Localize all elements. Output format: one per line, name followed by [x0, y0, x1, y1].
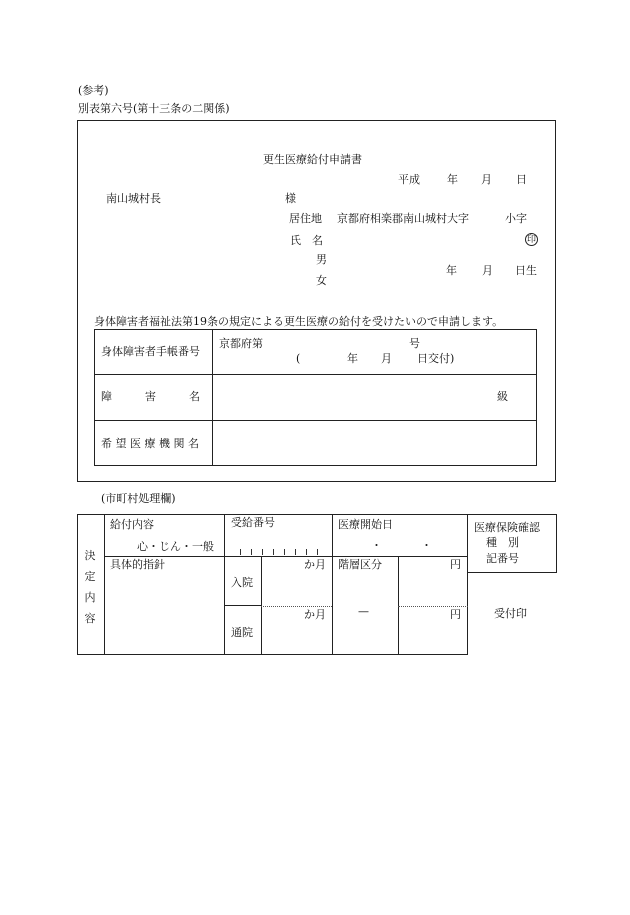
- date-day: 日: [516, 173, 527, 186]
- birth-year: 年: [446, 264, 457, 277]
- handbook-number-label: 身体障害者手帳番号: [101, 345, 200, 358]
- address-value: 京都府相楽郡南山城村大字: [337, 212, 469, 225]
- birth-day: 日生: [515, 264, 537, 277]
- hospital-name-label: 希望医療機関名: [101, 437, 203, 450]
- sex-male: 男: [316, 253, 327, 266]
- benefit-options: 心・じん・一般: [137, 540, 214, 553]
- issue-day: 日交付): [417, 352, 455, 365]
- form-title: 更生医療給付申請書: [263, 153, 362, 166]
- seal-mark: 印: [526, 235, 536, 245]
- tier-label: 階層区分: [338, 558, 382, 571]
- date-month: 月: [481, 173, 492, 186]
- issue-open-paren: (: [296, 352, 301, 365]
- decision-label-3: 内: [84, 591, 96, 604]
- date-year: 年: [447, 173, 458, 186]
- koaza-label: 小字: [505, 212, 527, 225]
- addressee-name: 南山城村長: [106, 192, 161, 205]
- decision-label-2: 定: [84, 570, 96, 583]
- issue-month: 月: [381, 352, 392, 365]
- outpatient-label: 通院: [231, 626, 253, 639]
- address-label: 居住地: [289, 212, 322, 225]
- office-use-label: (市町村処理欄): [101, 492, 176, 505]
- date-era: 平成: [398, 173, 420, 186]
- form-number: 別表第六号(第十三条の二関係): [78, 102, 230, 115]
- inpatient-label: 入院: [231, 576, 253, 589]
- name-label: 氏 名: [290, 234, 323, 247]
- start-date-dot-2: ・: [421, 539, 432, 552]
- application-statement: 身体障害者福祉法第19条の規定による更生医療の給付を受けたいので申請します。: [94, 315, 504, 328]
- addressee-honorific: 様: [285, 192, 296, 205]
- issue-year: 年: [347, 352, 358, 365]
- start-date-label: 医療開始日: [338, 518, 393, 531]
- disability-name-label: 障 害 名: [101, 390, 200, 403]
- reference-note: (参考): [78, 84, 109, 97]
- benefit-content-label: 給付内容: [110, 518, 154, 531]
- decision-label-1: 決: [84, 549, 96, 562]
- insurance-line2: 種 別: [486, 536, 519, 549]
- tier-yen-2: 円: [450, 608, 461, 621]
- tier-dash: —: [358, 605, 369, 618]
- insurance-line1: 医療保険確認: [474, 521, 540, 534]
- start-date-dot-1: ・: [371, 539, 382, 552]
- guideline-label: 具体的指針: [110, 558, 165, 571]
- disability-grade-label: 級: [497, 390, 508, 403]
- tier-yen-1: 円: [450, 558, 461, 571]
- inpatient-months: か月: [304, 558, 326, 571]
- outpatient-months: か月: [304, 608, 326, 621]
- receipt-stamp-label: 受付印: [494, 607, 527, 620]
- recipient-number-label: 受給番号: [231, 516, 275, 529]
- sex-female: 女: [316, 274, 327, 287]
- birth-month: 月: [482, 264, 493, 277]
- insurance-line3: 記番号: [486, 552, 519, 565]
- decision-label-4: 容: [84, 612, 96, 625]
- handbook-prefecture: 京都府第: [219, 337, 263, 350]
- handbook-go: 号: [409, 337, 420, 350]
- office-table: [77, 514, 468, 655]
